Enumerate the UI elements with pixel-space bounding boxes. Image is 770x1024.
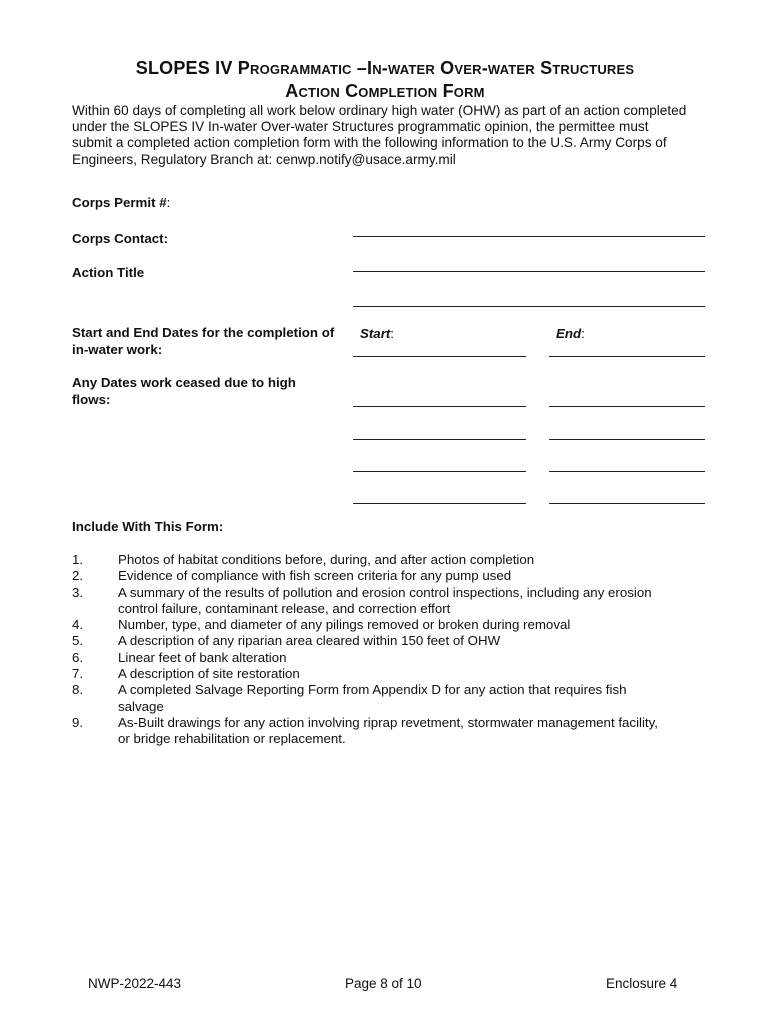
ceased-start-field-4[interactable] <box>353 503 526 504</box>
list-item-number: 5. <box>72 633 84 649</box>
footer-doc-id: NWP-2022-443 <box>88 976 182 991</box>
list-item-number: 8. <box>72 682 84 698</box>
start-colon: : <box>390 326 394 341</box>
list-item-text: control failure, contaminant release, and correction effort <box>118 600 451 616</box>
include-list <box>72 552 712 748</box>
dates-label-line-2: in-water work: <box>72 341 163 357</box>
start-date-field[interactable] <box>353 356 526 357</box>
list-item-text: A description of site restoration <box>118 666 300 682</box>
ceased-end-field-1[interactable] <box>549 406 705 407</box>
list-item-text: salvage <box>118 698 164 714</box>
list-item-number: 6. <box>72 649 84 665</box>
ceased-label-line-1: Any Dates work ceased due to high <box>72 375 296 390</box>
ceased-start-field-2[interactable] <box>353 439 526 440</box>
end-date-field[interactable] <box>549 356 705 357</box>
action-title-field-2[interactable] <box>353 306 705 307</box>
corps-permit-colon: : <box>166 195 171 210</box>
include-heading: Include With This Form: <box>72 519 224 534</box>
list-item-text: Number, type, and diameter of any pilings removed or broken during removal <box>118 617 571 633</box>
intro-line: under the SLOPES IV In-water Over-water Structures programmatic opinion, the permittee must <box>72 119 649 135</box>
list-item-text: Evidence of compliance with fish screen criteria for any pump used <box>118 568 512 584</box>
ceased-end-field-2[interactable] <box>549 439 705 440</box>
intro-line: submit a completed action completion form with the following information to the U.S. Army Corps of <box>72 135 667 151</box>
end-text: End <box>556 326 582 341</box>
intro-paragraph <box>72 103 712 168</box>
list-item-text: Linear feet of bank alteration <box>118 649 287 665</box>
list-item <box>72 585 712 618</box>
ceased-label-line-2: flows: <box>72 391 111 407</box>
list-item-text: As-Built drawings for any action involving riprap revetment, stormwater management facility, <box>118 714 658 730</box>
form-title-line-2: Action Completion Form <box>285 81 485 101</box>
list-item <box>72 682 712 715</box>
dates-label <box>72 325 334 358</box>
start-label <box>360 325 394 343</box>
list-item-number: 7. <box>72 666 84 682</box>
list-item-number: 4. <box>72 617 84 633</box>
corps-permit-text: Corps Permit # <box>72 195 167 210</box>
footer-page-number: Page 8 of 10 <box>345 976 422 991</box>
list-item-number: 9. <box>72 714 84 730</box>
corps-permit-label <box>72 195 170 212</box>
footer-enclosure: Enclosure 4 <box>606 976 678 991</box>
end-colon: : <box>581 326 585 341</box>
ceased-start-field-1[interactable] <box>353 406 526 407</box>
intro-line: Within 60 days of completing all work below ordinary high water (OHW) as part of an action completed <box>72 103 687 118</box>
list-item-text: A completed Salvage Reporting Form from Appendix D for any action that requires fish <box>118 682 627 698</box>
ceased-end-field-4[interactable] <box>549 503 705 504</box>
list-item-text: A summary of the results of pollution and erosion control inspections, including any erosion <box>118 584 652 600</box>
corps-contact-label: Corps Contact: <box>72 231 169 246</box>
list-item-text: A description of any riparian area cleared within 150 feet of OHW <box>118 633 501 649</box>
corps-contact-field[interactable] <box>353 236 705 237</box>
list-item <box>72 715 712 748</box>
form-title-line-1: SLOPES IV Programmatic –In-water Over-water Structures <box>135 58 635 78</box>
list-item-text: or bridge rehabilitation or replacement. <box>118 731 346 747</box>
list-item <box>72 617 712 633</box>
end-label <box>556 325 585 343</box>
ceased-start-field-3[interactable] <box>353 471 526 472</box>
list-item <box>72 650 712 666</box>
action-title-field[interactable] <box>353 271 705 272</box>
list-item <box>72 552 712 568</box>
list-item-number: 2. <box>72 568 84 584</box>
ceased-dates-label <box>72 375 296 408</box>
intro-line: Engineers, Regulatory Branch at: cenwp.notify@usace.army.mil <box>72 151 456 167</box>
list-item <box>72 666 712 682</box>
list-item-number: 1. <box>72 552 84 567</box>
list-item <box>72 633 712 649</box>
action-title-label: Action Title <box>72 265 145 280</box>
list-item <box>72 568 712 584</box>
ceased-end-field-3[interactable] <box>549 471 705 472</box>
list-item-number: 3. <box>72 584 84 600</box>
list-item-text: Photos of habitat conditions before, during, and after action completion <box>118 552 535 567</box>
dates-label-line-1: Start and End Dates for the completion of <box>72 325 335 340</box>
start-text: Start <box>360 326 391 341</box>
